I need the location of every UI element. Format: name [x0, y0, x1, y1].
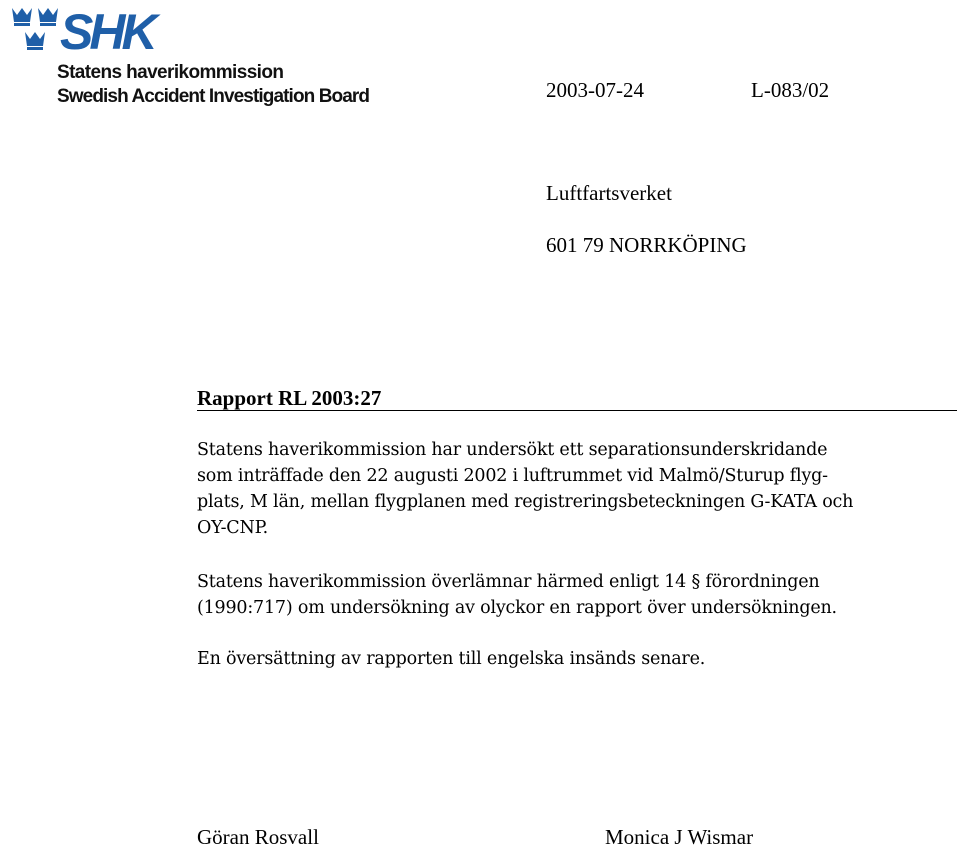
- title-divider: [197, 410, 957, 411]
- paragraph-line: som inträffade den 22 augusti 2002 i luftrummet vid Malmö/Sturup flyg-: [197, 466, 828, 486]
- report-title: Rapport RL 2003:27: [197, 386, 382, 410]
- organization-name-swedish: Statens haverikommission: [57, 62, 284, 83]
- paragraph-line: Statens haverikommission överlämnar härmed enligt 14 § förordningen: [197, 572, 820, 592]
- signature-right: Monica J Wismar: [605, 825, 754, 849]
- paragraph-translation: En översättning av rapporten till engelska insänds senare.: [197, 649, 706, 669]
- organization-name-english: Swedish Accident Investigation Board: [57, 86, 370, 107]
- paragraph-line: Statens haverikommission har undersökt ett separationsunderskridande: [197, 440, 828, 460]
- paragraph-submission: [197, 569, 957, 621]
- signature-left: Göran Rosvall: [197, 825, 319, 849]
- reference-number: L-083/02: [751, 78, 830, 102]
- recipient-name: Luftfartsverket: [546, 181, 672, 205]
- three-crowns-icon: [10, 6, 62, 62]
- paragraph-line: (1990:717) om undersökning av olyckor en rapport över undersökningen.: [197, 598, 837, 618]
- shk-logo: [10, 4, 370, 110]
- paragraph-line: OY-CNP.: [197, 518, 268, 538]
- paragraph-investigation: [197, 437, 957, 541]
- logo-wordmark: SHK: [60, 4, 154, 60]
- letter-date: 2003-07-24: [546, 78, 644, 102]
- recipient-postal-line: 601 79 NORRKÖPING: [546, 233, 747, 257]
- paragraph-line: plats, M län, mellan flygplanen med registreringsbeteckningen G-KATA och: [197, 492, 854, 512]
